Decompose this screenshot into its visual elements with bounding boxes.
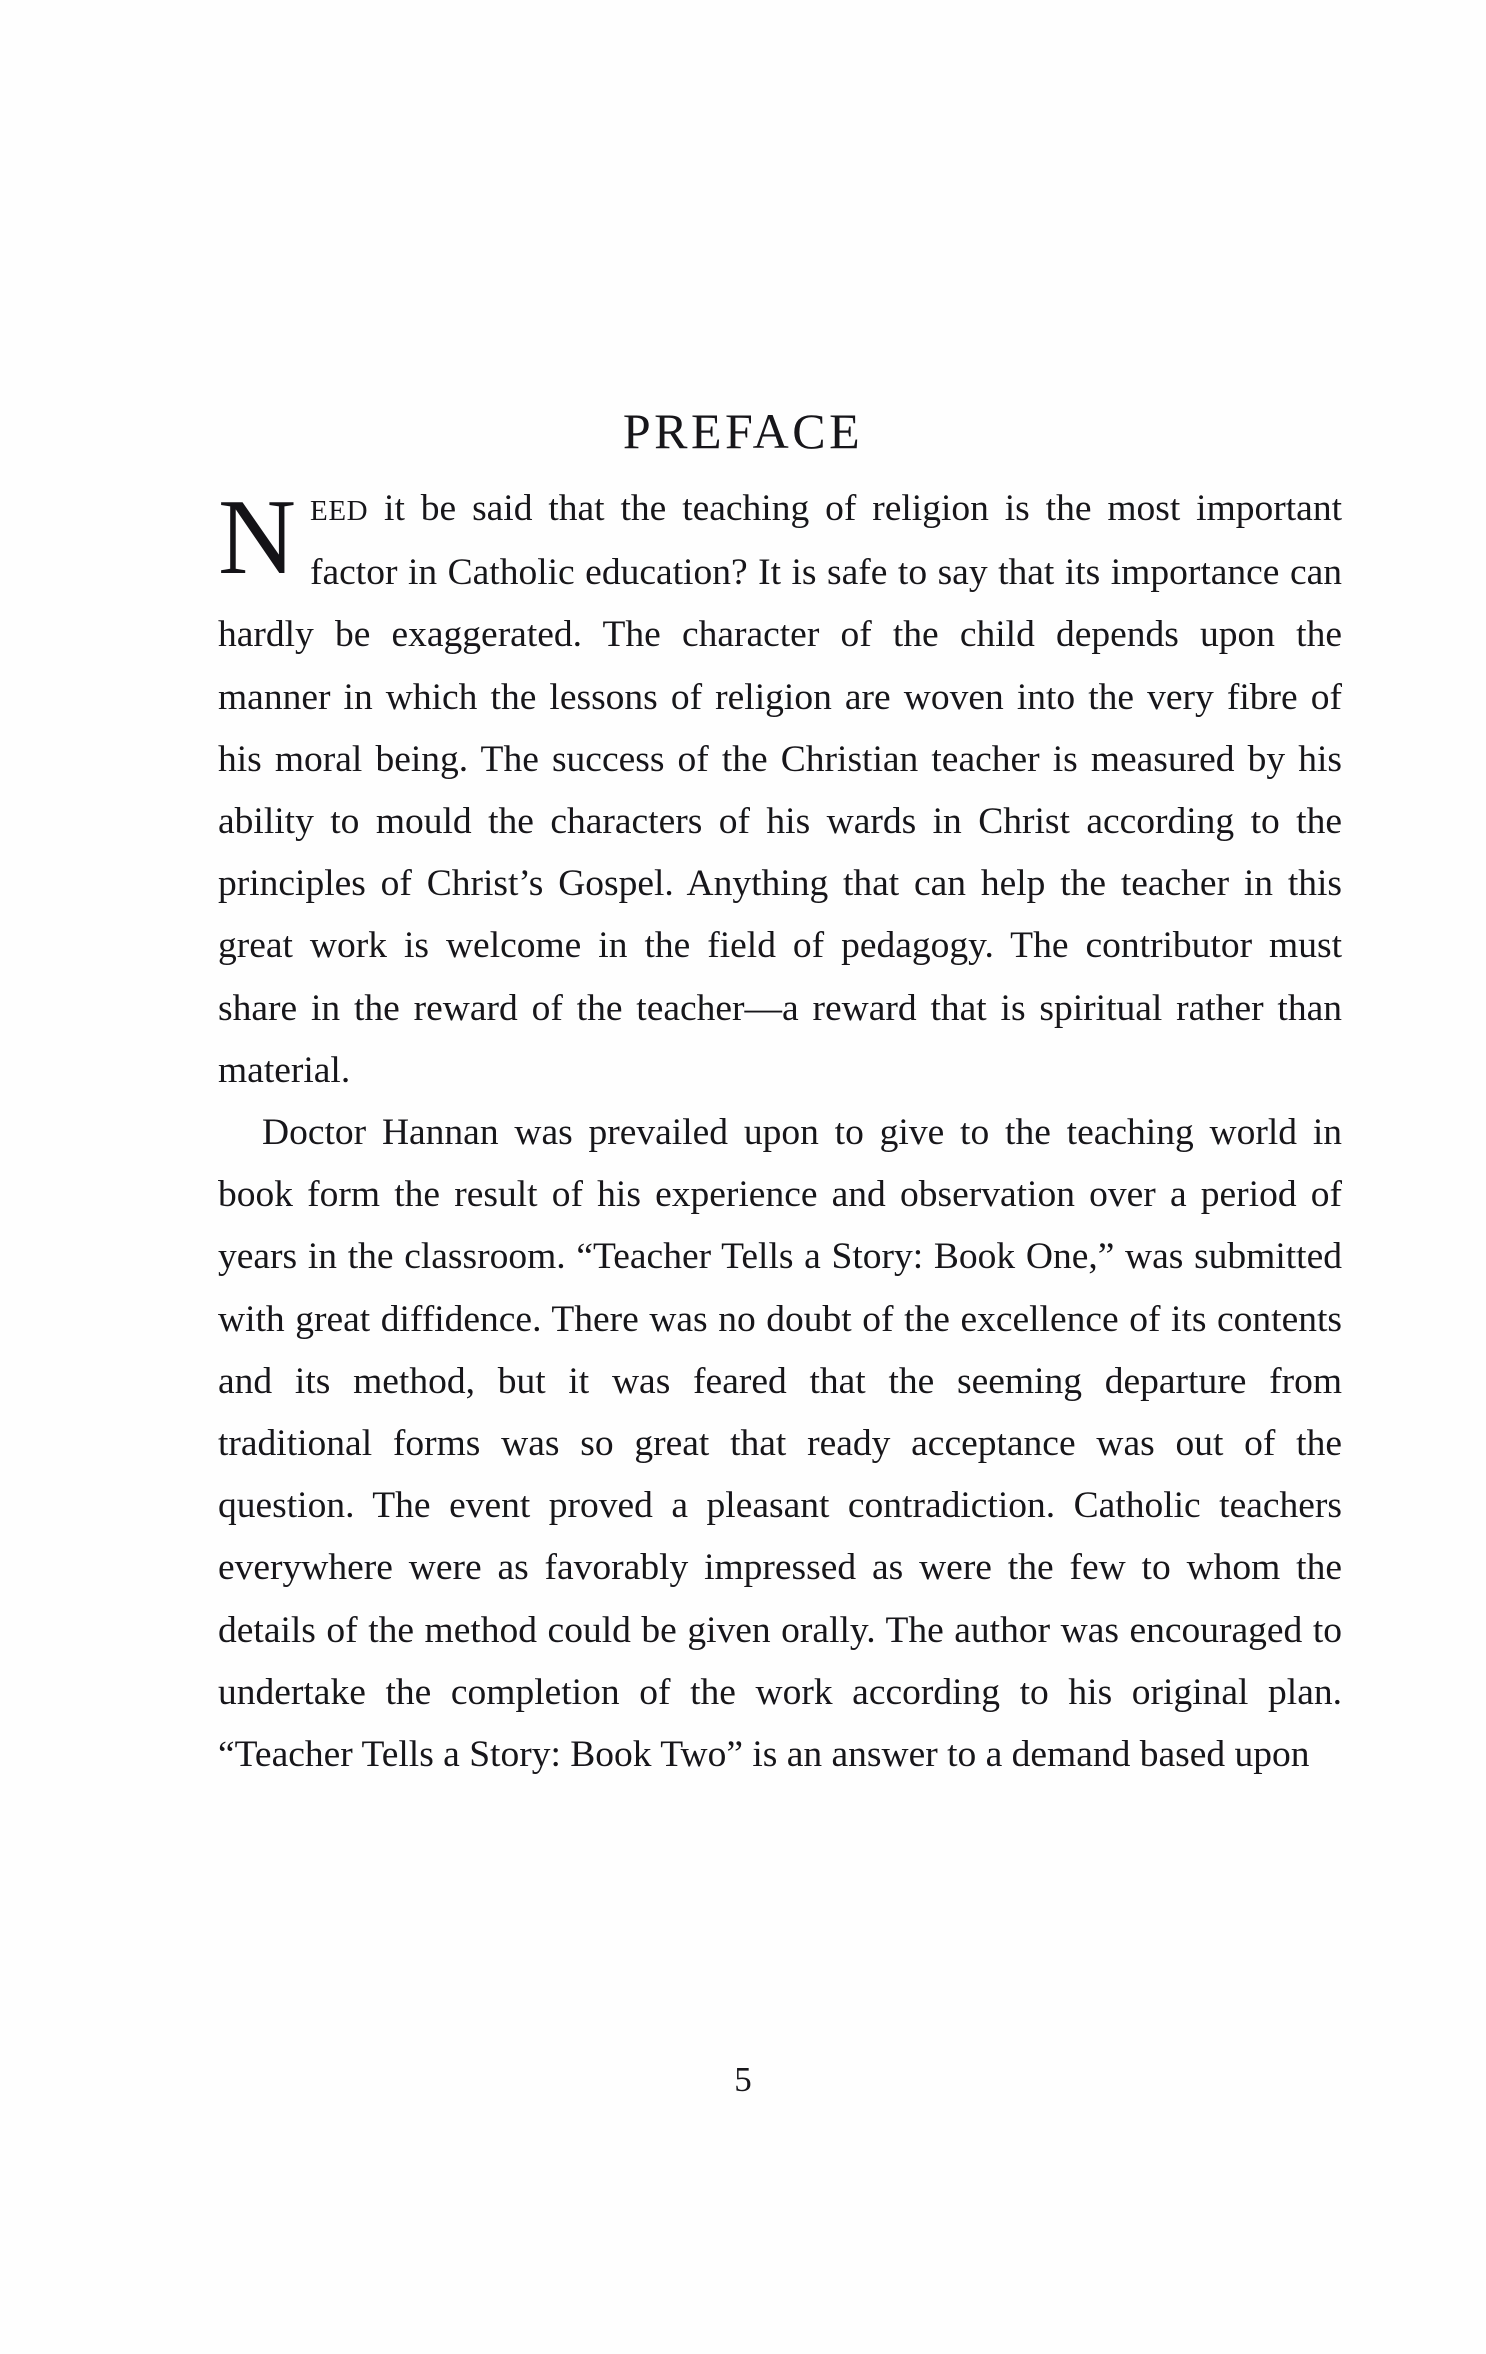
drop-cap-letter: N <box>218 478 296 597</box>
paragraph-2 <box>218 1102 1342 1786</box>
body-text-column <box>218 478 1342 1786</box>
paragraph-1-text: it be said that the teaching of religion is the most important factor in Catholic education? It is safe to say that its importance can hardly be exaggerated. The character of the child depends upon the manner in which the lessons of religion are woven into the very fibre of his moral being. The success of the Christian teacher is measured by his ability to mould the characters of his wards in Christ according to the principles of Christ’s Gospel. Anything that can help the teacher in this great work is welcome in the field of pedagogy. The contributor must share in the reward of the teacher—a reward that is spiritual rather than material. <box>218 488 1342 1091</box>
page-number: 5 <box>734 2060 752 2099</box>
paragraph-2-text: Doctor Hannan was prevailed upon to give to the teaching world in book form the result of his experience and observation over a period of years in the classroom. “Teacher Tells a Story: Book One,” was submitted with great diffidence. There was no doubt of the excellence of its contents and its method, but it was feared that the seeming departure from traditional forms was so great that ready acceptance was out of the question. The event proved a pleasant contradiction. Catholic teachers everywhere were as favorably impressed as were the few to whom the details of the method could be given orally. The author was encouraged to undertake the completion of the work according to his original plan. “Teacher Tells a Story: Book Two” is an answer to a demand based upon <box>218 1112 1342 1776</box>
paragraph-1 <box>218 478 1342 1102</box>
page-title: PREFACE <box>622 402 864 459</box>
small-caps-lead-in: EED <box>310 495 369 527</box>
